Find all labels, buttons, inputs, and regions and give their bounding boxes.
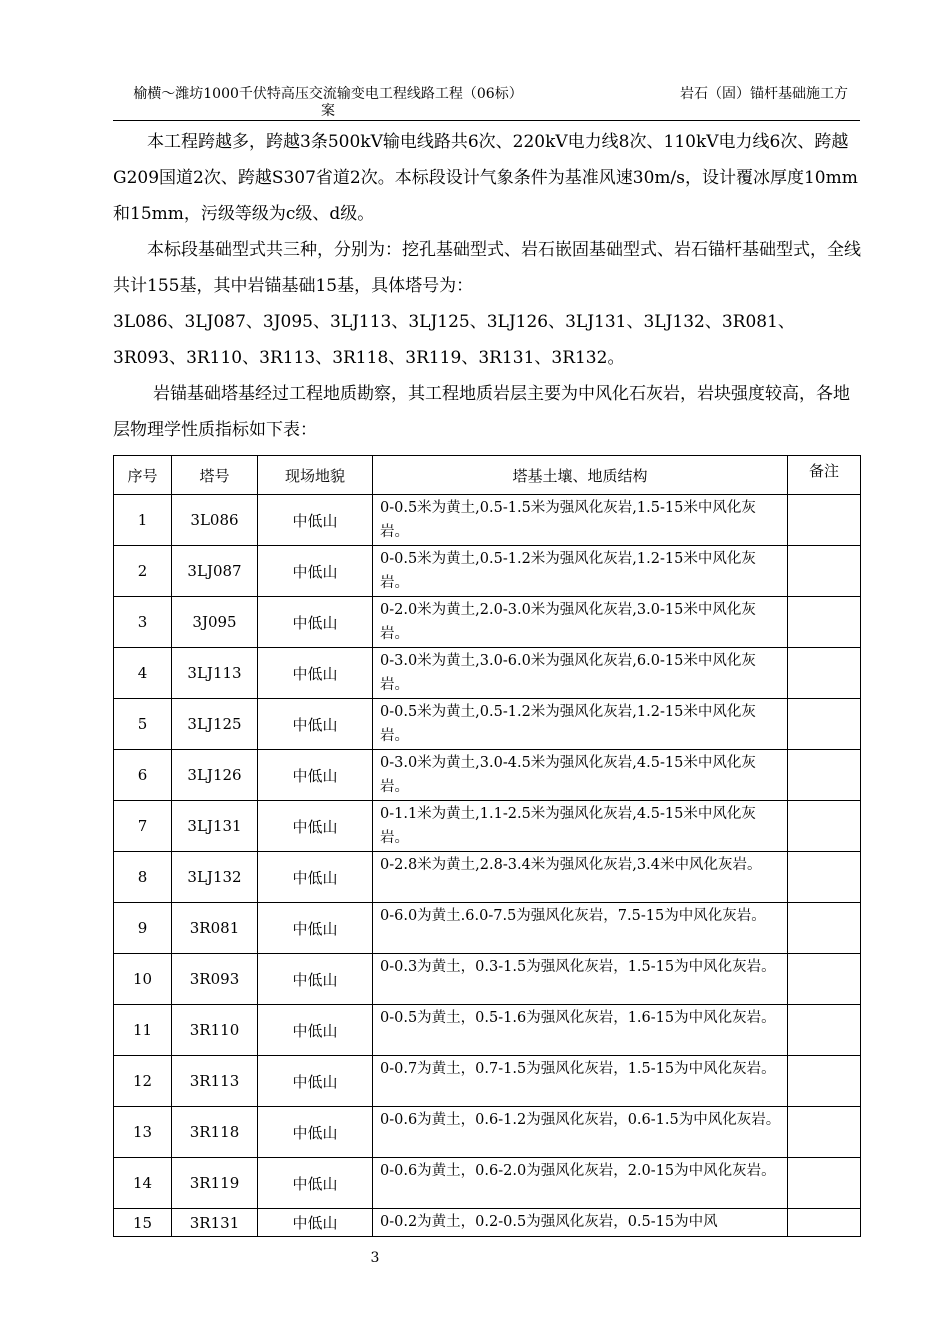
cell-tower: 3LJ132 <box>172 852 258 903</box>
cell-remark <box>788 699 861 750</box>
cell-remark <box>788 801 861 852</box>
cell-tower: 3R131 <box>172 1209 258 1237</box>
cell-remark <box>788 750 861 801</box>
cell-terrain: 中低山 <box>258 954 373 1005</box>
table-row <box>114 1107 861 1158</box>
cell-no: 10 <box>114 954 172 1005</box>
table-row <box>114 954 861 1005</box>
cell-remark <box>788 1005 861 1056</box>
cell-tower: 3R113 <box>172 1056 258 1107</box>
cell-no: 3 <box>114 597 172 648</box>
cell-remark <box>788 852 861 903</box>
header-divider <box>113 120 860 121</box>
table-row <box>114 597 861 648</box>
cell-no: 8 <box>114 852 172 903</box>
cell-geology: 0-0.3为黄土，0.3-1.5为强风化灰岩，1.5-15为中风化灰岩。 <box>373 954 788 1005</box>
cell-no: 9 <box>114 903 172 954</box>
cell-no: 15 <box>114 1209 172 1237</box>
cell-tower: 3L086 <box>172 495 258 546</box>
header-no: 序号 <box>114 456 172 495</box>
table-row <box>114 546 861 597</box>
cell-no: 11 <box>114 1005 172 1056</box>
cell-terrain: 中低山 <box>258 648 373 699</box>
cell-terrain: 中低山 <box>258 1056 373 1107</box>
cell-geology: 0-0.7为黄土，0.7-1.5为强风化灰岩，1.5-15为中风化灰岩。 <box>373 1056 788 1107</box>
table-row <box>114 495 861 546</box>
cell-remark <box>788 1056 861 1107</box>
paragraph-crossings: 本工程跨越多，跨越3条500kV输电线路共6次、220kV电力线8次、110kV电力线6次、跨越G209国道2次、跨越S307省道2次。本标段设计气象条件为基准风速30m/s，设计覆冰厚度10mm和15mm，污级等级为c级、d级。 <box>113 132 858 224</box>
cell-tower: 3R118 <box>172 1107 258 1158</box>
cell-remark <box>788 648 861 699</box>
header-tower: 塔号 <box>172 456 258 495</box>
cell-tower: 3LJ087 <box>172 546 258 597</box>
cell-geology: 0-2.0米为黄土,2.0-3.0米为强风化灰岩,3.0-15米中风化灰岩。 <box>373 597 788 648</box>
cell-remark <box>788 546 861 597</box>
cell-geology: 0-6.0为黄土.6.0-7.5为强风化灰岩，7.5-15为中风化灰岩。 <box>373 903 788 954</box>
table-row <box>114 801 861 852</box>
cell-no: 1 <box>114 495 172 546</box>
geology-table <box>113 455 861 1237</box>
cell-no: 2 <box>114 546 172 597</box>
cell-geology: 0-3.0米为黄土,3.0-6.0米为强风化灰岩,6.0-15米中风化灰岩。 <box>373 648 788 699</box>
cell-terrain: 中低山 <box>258 546 373 597</box>
page-header-title: 榆横～潍坊1000千伏特高压交流输变电工程线路工程（06标）案 <box>133 86 523 119</box>
table-header-row <box>114 456 861 495</box>
cell-terrain: 中低山 <box>258 1107 373 1158</box>
cell-no: 5 <box>114 699 172 750</box>
cell-terrain: 中低山 <box>258 597 373 648</box>
cell-tower: 3J095 <box>172 597 258 648</box>
cell-no: 6 <box>114 750 172 801</box>
cell-terrain: 中低山 <box>258 1158 373 1209</box>
table-row <box>114 1056 861 1107</box>
paragraph-foundation-types: 本标段基础型式共三种，分别为：挖孔基础型式、岩石嵌固基础型式、岩石锚杆基础型式，全线共计155基，其中岩锚基础15基，具体塔号为： <box>113 240 861 296</box>
cell-terrain: 中低山 <box>258 495 373 546</box>
cell-remark <box>788 903 861 954</box>
cell-geology: 0-0.5为黄土，0.5-1.6为强风化灰岩，1.6-15为中风化灰岩。 <box>373 1005 788 1056</box>
cell-geology: 0-1.1米为黄土,1.1-2.5米为强风化灰岩,4.5-15米中风化灰岩。 <box>373 801 788 852</box>
table-row <box>114 699 861 750</box>
cell-remark <box>788 1158 861 1209</box>
cell-terrain: 中低山 <box>258 852 373 903</box>
cell-terrain: 中低山 <box>258 1005 373 1056</box>
table-row <box>114 750 861 801</box>
cell-geology: 0-0.2为黄土，0.2-0.5为强风化灰岩，0.5-15为中风 <box>373 1209 788 1237</box>
cell-tower: 3LJ126 <box>172 750 258 801</box>
cell-remark <box>788 954 861 1005</box>
cell-geology: 0-0.6为黄土，0.6-2.0为强风化灰岩，2.0-15为中风化灰岩。 <box>373 1158 788 1209</box>
page-number: 3 <box>370 1250 380 1266</box>
cell-geology: 0-3.0米为黄土,3.0-4.5米为强风化灰岩,4.5-15米中风化灰岩。 <box>373 750 788 801</box>
cell-tower: 3R119 <box>172 1158 258 1209</box>
cell-geology: 0-0.5米为黄土,0.5-1.2米为强风化灰岩,1.2-15米中风化灰岩。 <box>373 546 788 597</box>
header-geology: 塔基土壤、地质结构 <box>373 456 788 495</box>
cell-no: 4 <box>114 648 172 699</box>
cell-no: 7 <box>114 801 172 852</box>
table-row <box>114 903 861 954</box>
cell-no: 13 <box>114 1107 172 1158</box>
paragraph-tower-list: 3L086、3LJ087、3J095、3LJ113、3LJ125、3LJ126、3LJ131、3LJ132、3R081、3R093、3R110、3R113、3R118、3R119、3R131、3R132。 <box>113 312 795 368</box>
table-row <box>114 852 861 903</box>
cell-geology: 0-2.8米为黄土,2.8-3.4米为强风化灰岩,3.4米中风化灰岩。 <box>373 852 788 903</box>
page-header-section: 岩石（固）锚杆基础施工方 <box>680 86 848 102</box>
table-row <box>114 1209 861 1237</box>
cell-terrain: 中低山 <box>258 903 373 954</box>
header-terrain: 现场地貌 <box>258 456 373 495</box>
cell-terrain: 中低山 <box>258 1209 373 1237</box>
cell-terrain: 中低山 <box>258 801 373 852</box>
cell-terrain: 中低山 <box>258 750 373 801</box>
table-row <box>114 648 861 699</box>
cell-remark <box>788 1107 861 1158</box>
cell-tower: 3LJ131 <box>172 801 258 852</box>
cell-terrain: 中低山 <box>258 699 373 750</box>
cell-remark <box>788 495 861 546</box>
table-row <box>114 1158 861 1209</box>
cell-tower: 3LJ125 <box>172 699 258 750</box>
cell-tower: 3R081 <box>172 903 258 954</box>
table-row <box>114 1005 861 1056</box>
cell-tower: 3R110 <box>172 1005 258 1056</box>
paragraph-geology-intro: 岩锚基础塔基经过工程地质勘察，其工程地质岩层主要为中风化石灰岩，岩块强度较高，各地层物理学性质指标如下表： <box>113 384 850 440</box>
cell-no: 12 <box>114 1056 172 1107</box>
cell-remark <box>788 1209 861 1237</box>
cell-tower: 3LJ113 <box>172 648 258 699</box>
cell-geology: 0-0.5米为黄土,0.5-1.5米为强风化灰岩,1.5-15米中风化灰岩。 <box>373 495 788 546</box>
cell-remark <box>788 597 861 648</box>
header-remark: 备注 <box>788 456 861 495</box>
cell-geology: 0-0.5米为黄土,0.5-1.2米为强风化灰岩,1.2-15米中风化灰岩。 <box>373 699 788 750</box>
cell-geology: 0-0.6为黄土，0.6-1.2为强风化灰岩，0.6-1.5为中风化灰岩。 <box>373 1107 788 1158</box>
cell-tower: 3R093 <box>172 954 258 1005</box>
cell-no: 14 <box>114 1158 172 1209</box>
